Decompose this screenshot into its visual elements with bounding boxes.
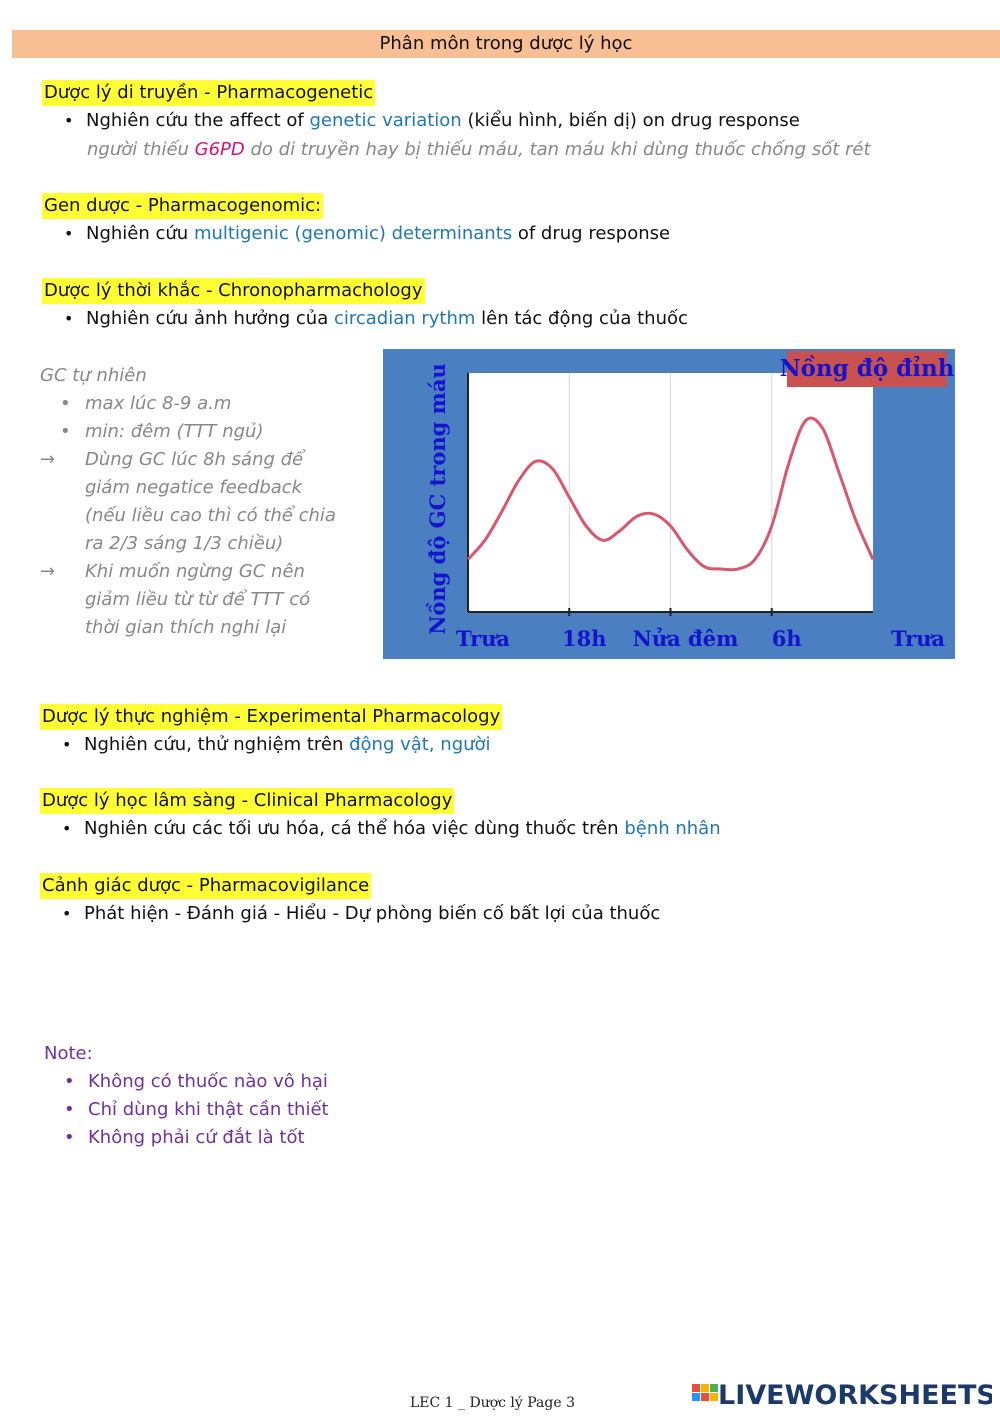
chart-title: Nồng độ đỉnh (779, 355, 955, 382)
bullet-dot: • (64, 111, 74, 130)
note-item: • Không có thuốc nào vô hại (64, 1071, 328, 1092)
note-item: • Chỉ dùng khi thật cần thiết (64, 1099, 329, 1120)
term-g6pd: G6PD (194, 139, 245, 160)
bullet-experimental: • Nghiên cứu, thử nghiệm trên động vật, người (62, 732, 491, 758)
term-genetic-variation: genetic variation (309, 110, 462, 131)
arrow-icon: → (40, 561, 56, 582)
gc-title: GC tự nhiên (40, 365, 147, 386)
heading-pharmacovigilance: Cảnh giác dược - Pharmacovigilance (40, 873, 371, 899)
bullet-dot: • (62, 819, 72, 838)
note-g6pd: người thiếu G6PD do di truyền hay bị thiếu máu, tan máu khi dùng thuốc chống sốt rét (87, 139, 871, 160)
heading-clinical: Dược lý học lâm sàng - Clinical Pharmacology (40, 788, 454, 814)
term-animals-humans: động vật, người (349, 734, 491, 755)
x-tick-label: Trưa (890, 626, 946, 651)
bullet-vigilance: • Phát hiện - Đánh giá - Hiểu - Dự phòng biến cố bất lợi của thuốc (62, 901, 660, 927)
gc-min: • min: đêm (TTT ngủ) (60, 421, 264, 442)
gc-arrow-morning: → Dùng GC lúc 8h sáng để giám negatice feedback (nếu liều cao thì có thể chia ra 2/3 sáng 1/3 chiều) (40, 446, 370, 558)
note-item: • Không phải cứ đắt là tốt (64, 1127, 305, 1148)
heading-pharmacogenomic: Gen dược - Pharmacogenomic: (42, 193, 323, 219)
liveworksheets-logo[interactable] (692, 1376, 992, 1410)
bullet-pharmacogenetic: • Nghiên cứu the affect of genetic variation (kiểu hình, biến dị) on drug response (64, 108, 800, 134)
gc-arrow-taper: → Khi muốn ngừng GC nên giảm liều từ từ để TTT có thời gian thích nghi lại (40, 558, 370, 642)
y-axis-label: Nồng độ GC trong máu (425, 363, 450, 635)
bullet-dot: • (62, 735, 72, 754)
arrow-icon: → (40, 449, 56, 470)
bullet-clinical: • Nghiên cứu các tối ưu hóa, cá thể hóa việc dùng thuốc trên bệnh nhân (62, 816, 721, 842)
bullet-dot: • (62, 904, 72, 923)
page-footer: LEC 1 _ Dược lý Page 3 (409, 1395, 576, 1411)
x-tick-label: 6h (771, 626, 802, 651)
bullet-chrono: • Nghiên cứu ảnh hưởng của circadian rythm lên tác động của thuốc (64, 306, 688, 332)
page-banner: Phân môn trong dược lý học (12, 30, 1000, 58)
term-circadian: circadian rythm (333, 308, 476, 329)
heading-pharmacogenetic: Dược lý di truyền - Pharmacogenetic (42, 80, 375, 106)
x-tick-label: 18h (562, 626, 607, 651)
liveworksheets-logo-icon (692, 1376, 992, 1410)
gc-concentration-chart (383, 349, 955, 659)
bullet-dot: • (64, 309, 74, 328)
x-tick-label: Trưa (455, 626, 511, 651)
bullet-pharmacogenomic: • Nghiên cứu multigenic (genomic) determinants of drug response (64, 221, 670, 247)
bullet-dot: • (64, 224, 74, 243)
term-patient: bệnh nhân (624, 818, 721, 839)
note-title: Note: (44, 1043, 93, 1064)
term-multigenic: multigenic (genomic) determinants (193, 223, 513, 244)
gc-max: • max lúc 8-9 a.m (60, 393, 232, 414)
gc-notes (40, 362, 370, 642)
x-tick-label: Nửa đêm (632, 626, 739, 651)
heading-experimental: Dược lý thực nghiệm - Experimental Pharmacology (40, 704, 502, 730)
svg-text:LIVEWORKSHEETS: LIVEWORKSHEETS (718, 1380, 992, 1410)
heading-chronopharmachology: Dược lý thời khắc - Chronopharmachology (42, 278, 425, 304)
